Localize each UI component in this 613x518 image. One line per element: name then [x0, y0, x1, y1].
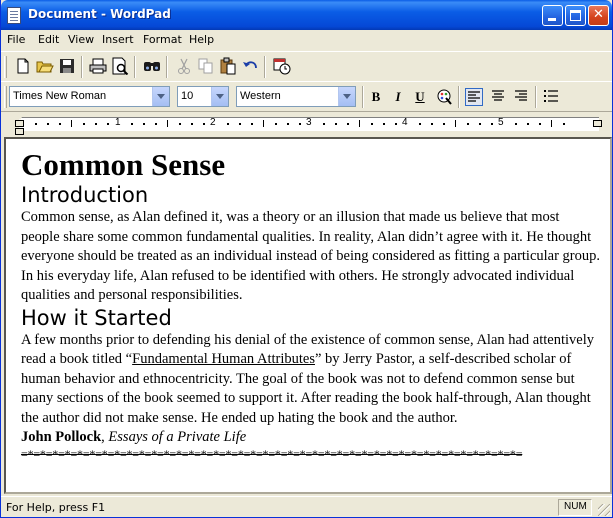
section-heading-how-it-started: How it Started [21, 305, 172, 330]
ruler[interactable] [1, 111, 612, 136]
align-left-button[interactable] [465, 88, 483, 106]
window-title: Document - WordPad [28, 7, 171, 21]
save-icon[interactable] [58, 57, 76, 75]
wordpad-document-icon [7, 7, 21, 24]
undo-icon[interactable] [241, 57, 259, 75]
left-indent-marker[interactable] [15, 120, 24, 127]
bold-button[interactable]: B [371, 89, 381, 104]
ruler-dot [371, 123, 373, 125]
signature-name: John Pollock [21, 429, 102, 445]
signature-title: Essays of a Private Life [108, 429, 247, 445]
chevron-down-icon[interactable] [211, 87, 228, 106]
paragraph-how-it-started [21, 331, 601, 429]
ruler-dot [35, 123, 37, 125]
ruler-dot [59, 123, 61, 125]
align-right-icon [513, 88, 529, 104]
ruler-dot [479, 123, 481, 125]
ruler-dot [299, 123, 301, 125]
ruler-dot [563, 123, 565, 125]
font-size-value: 10 [181, 90, 194, 102]
underline-button[interactable]: U [415, 89, 425, 104]
signature-separator: , [101, 429, 109, 445]
paragraph-text: A few months prior to defending his denial of the existence of common sense, Alan had attentively read a book titled “ [21, 331, 595, 367]
ruler-tick [263, 120, 264, 127]
copy-icon[interactable] [197, 57, 215, 75]
italic-button[interactable]: I [395, 89, 401, 104]
date-time-icon[interactable] [273, 57, 291, 75]
menu-file[interactable]: File [7, 33, 26, 46]
hanging-indent-marker[interactable] [15, 128, 24, 135]
print-preview-icon[interactable] [111, 57, 129, 75]
document-content[interactable] [21, 147, 601, 460]
ruler-dot [203, 123, 205, 125]
bullets-button[interactable] [542, 88, 560, 106]
ruler-tick [551, 120, 552, 127]
divider-line: =*=*=*=*=*=*=*=*=*=*=*=*=*=*=*=*=*=*=*=*=*=*=*=*=*=*=*=*=*=*=*=*=*=*=*=*=*=*=*=*= [21, 447, 523, 460]
close-icon: ✕ [593, 7, 604, 22]
ruler-dot [107, 123, 109, 125]
ruler-dot [323, 123, 325, 125]
ruler-dot [131, 123, 133, 125]
ruler-dot [179, 123, 181, 125]
ruler-dot [515, 123, 517, 125]
ruler-dot [95, 123, 97, 125]
font-name-value: Times New Roman [13, 90, 107, 102]
new-icon[interactable] [14, 57, 32, 75]
toolbar-grip[interactable] [4, 86, 7, 108]
align-center-button[interactable] [489, 88, 507, 106]
minimize-button[interactable] [542, 5, 563, 26]
toolbar-separator [535, 86, 537, 108]
paragraph-introduction: Common sense, as Alan defined it, was a theory or an illusion that made us believe that most people share some common fundamental qualities. In reality, Alan didn’t agree with it. He thought everyone should be treated as an individual instead of being considered as fitting a particular group. In his everyday life, Alan refused to be identified with others. He strongly advocated individual qualities and personal responsibilities. [21, 209, 601, 303]
ruler-dot [143, 123, 145, 125]
ruler-dot [395, 123, 397, 125]
ruler-dot [47, 123, 49, 125]
toolbar-separator [134, 56, 136, 78]
ruler-number: 1 [115, 117, 121, 128]
bullets-icon [543, 88, 559, 104]
status-bar [1, 496, 612, 517]
ruler-number: 3 [306, 117, 312, 128]
minimize-icon [548, 18, 556, 21]
section-heading-introduction: Introduction [21, 183, 149, 207]
toolbar-separator [264, 56, 266, 78]
ruler-dot [431, 123, 433, 125]
menu-view[interactable]: View [68, 33, 95, 46]
menu-insert[interactable]: Insert [102, 33, 134, 46]
ruler-dot [347, 123, 349, 125]
ruler-dot [443, 123, 445, 125]
align-center-icon [490, 88, 506, 104]
ruler-dot [335, 123, 337, 125]
ruler-dot [155, 123, 157, 125]
find-icon[interactable] [143, 57, 161, 75]
right-indent-marker[interactable] [593, 120, 602, 127]
chevron-down-icon[interactable] [152, 87, 169, 106]
ruler-dot [491, 123, 493, 125]
font-size-select[interactable] [177, 86, 229, 107]
menu-help[interactable]: Help [189, 33, 215, 46]
open-icon[interactable] [36, 57, 54, 75]
script-value: Western [240, 90, 281, 102]
document-area[interactable] [4, 137, 612, 494]
ruler-dot [227, 123, 229, 125]
standard-toolbar [1, 51, 612, 81]
cut-icon[interactable] [175, 57, 193, 75]
ruler-number: 2 [210, 117, 216, 128]
menu-edit[interactable]: Edit [38, 33, 60, 46]
document-title: Common Sense [21, 147, 226, 182]
font-name-select[interactable] [9, 86, 170, 107]
title-bar[interactable] [1, 0, 612, 30]
maximize-icon [570, 10, 581, 21]
align-right-button[interactable] [512, 88, 530, 106]
ruler-tick [455, 120, 456, 127]
ruler-number: 4 [402, 117, 408, 128]
color-icon[interactable] [435, 88, 453, 106]
ruler-tick [167, 120, 168, 127]
paragraph-text: ” by Jerry Pastor, a self-described scholar of human behavior and ethnocentricity. The goal of the book was not to defend common sense but many sections of the book seemed to support it. After reading the book half-through, Alan thought the author did not make sense. He ended up hating the book and the author. [21, 351, 591, 426]
ruler-dot [287, 123, 289, 125]
ruler-dot [467, 123, 469, 125]
resize-grip[interactable] [598, 504, 610, 516]
status-text: For Help, press F1 [6, 501, 106, 514]
ruler-number: 5 [498, 117, 504, 128]
paste-icon[interactable] [219, 57, 237, 75]
maximize-button[interactable] [565, 5, 586, 26]
ruler-dot [251, 123, 253, 125]
ruler-dot [539, 123, 541, 125]
ruler-dot [83, 123, 85, 125]
num-lock-text: NUM [564, 501, 587, 512]
ruler-tick [359, 120, 360, 127]
close-button[interactable] [588, 5, 609, 26]
ruler-dot [275, 123, 277, 125]
signature-line [21, 428, 601, 448]
ruler-dot [239, 123, 241, 125]
chevron-down-icon[interactable] [338, 87, 355, 106]
script-select[interactable] [236, 86, 356, 107]
ruler-dot [383, 123, 385, 125]
print-icon[interactable] [89, 57, 107, 75]
ruler-tick [71, 120, 72, 127]
menu-bar [1, 30, 612, 49]
toolbar-separator [81, 56, 83, 78]
ruler-dot [191, 123, 193, 125]
toolbar-grip[interactable] [4, 56, 7, 78]
toolbar-separator [458, 86, 460, 108]
book-title-link: Fundamental Human Attributes [132, 351, 315, 367]
format-toolbar [1, 81, 612, 111]
toolbar-separator [166, 56, 168, 78]
menu-format[interactable]: Format [143, 33, 182, 46]
ruler-dot [419, 123, 421, 125]
toolbar-separator [362, 86, 364, 108]
ruler-dot [527, 123, 529, 125]
align-left-icon [466, 89, 482, 105]
